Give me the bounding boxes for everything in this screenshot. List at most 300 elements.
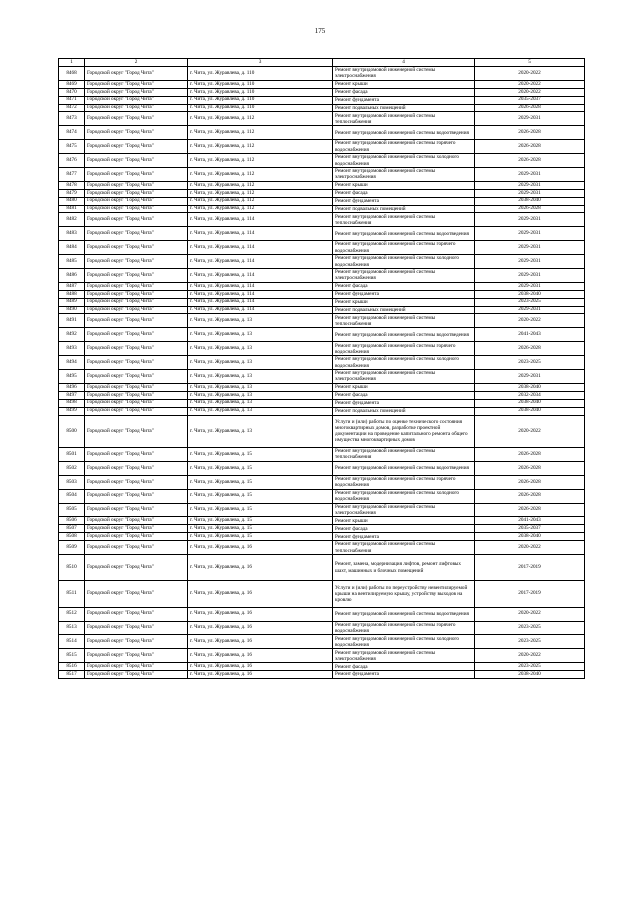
row-number: 8475 (59, 140, 85, 154)
municipality-cell: Городской округ "Город Чита" (85, 607, 188, 621)
table-row (59, 525, 585, 533)
row-number: 8509 (59, 541, 85, 555)
address-cell: г. Чита, ул. Журавлева, д. 16 (188, 621, 333, 635)
address-cell: г. Чита, ул. Журавлева, д. 15 (188, 503, 333, 517)
address-cell: г. Чита, ул. Журавлева, д. 16 (188, 671, 333, 679)
municipality-cell: Городской округ "Город Чита" (85, 269, 188, 283)
row-number: 8516 (59, 663, 85, 671)
municipality-cell: Городской округ "Город Чита" (85, 533, 188, 541)
address-cell: г. Чита, ул. Журавлева, д. 15 (188, 448, 333, 462)
table-row (59, 213, 585, 227)
row-number: 8480 (59, 197, 85, 205)
period-cell: 2029-2031 (475, 189, 585, 197)
municipality-cell: Городской округ "Город Чита" (85, 461, 188, 475)
address-cell: г. Чита, ул. Журавлева, д. 13 (188, 342, 333, 356)
municipality-cell: Городской округ "Город Чита" (85, 104, 188, 112)
table-row (59, 314, 585, 328)
municipality-cell: Городской округ "Город Чита" (85, 140, 188, 154)
municipality-cell: Городской округ "Город Чита" (85, 112, 188, 126)
row-number: 8479 (59, 189, 85, 197)
municipality-cell: Городской округ "Город Чита" (85, 168, 188, 182)
column-number: 2 (85, 59, 188, 67)
row-number: 8504 (59, 489, 85, 503)
municipality-cell: Городской округ "Город Чита" (85, 126, 188, 140)
table-row (59, 399, 585, 407)
work-type-cell: Ремонт, замена, модернизация лифтов, ремонт лифтовых шахт, машинных и блочных помещений (333, 555, 475, 581)
row-number: 8513 (59, 621, 85, 635)
work-type-cell: Ремонт фасада (333, 391, 475, 399)
period-cell: 2020-2022 (475, 67, 585, 81)
table-row (59, 205, 585, 213)
address-cell: г. Чита, ул. Журавлева, д. 114 (188, 213, 333, 227)
work-type-cell: Ремонт внутридомовой инженерной системы водоотведения (333, 328, 475, 342)
municipality-cell: Городской округ "Город Чита" (85, 342, 188, 356)
column-number: 4 (333, 59, 475, 67)
table-row (59, 255, 585, 269)
address-cell: г. Чита, ул. Журавлева, д. 114 (188, 269, 333, 283)
work-type-cell: Ремонт внутридомовой инженерной системы водоотведения (333, 461, 475, 475)
period-cell: 2029-2031 (475, 255, 585, 269)
period-cell: 2029-2031 (475, 227, 585, 241)
address-cell: г. Чита, ул. Журавлева, д. 15 (188, 533, 333, 541)
table-row (59, 541, 585, 555)
table-row (59, 649, 585, 663)
row-number: 8514 (59, 635, 85, 649)
table-row (59, 96, 585, 104)
row-number: 8487 (59, 282, 85, 290)
period-cell: 2026-2028 (475, 154, 585, 168)
work-type-cell: Услуги и (или) работы по переустройству невентилируемой крыши на вентилируемую крышу, устройству выходов на кровлю (333, 581, 475, 607)
table-row (59, 415, 585, 448)
work-type-cell: Ремонт фасада (333, 88, 475, 96)
municipality-cell: Городской округ "Город Чита" (85, 370, 188, 384)
table-row (59, 581, 585, 607)
table-row (59, 489, 585, 503)
address-cell: г. Чита, ул. Журавлева, д. 112 (188, 205, 333, 213)
period-cell: 2038-2040 (475, 533, 585, 541)
address-cell: г. Чита, ул. Журавлева, д. 13 (188, 356, 333, 370)
municipality-cell: Городской округ "Город Чита" (85, 298, 188, 306)
table-row (59, 383, 585, 391)
address-cell: г. Чита, ул. Журавлева, д. 110 (188, 96, 333, 104)
table-body (59, 59, 585, 679)
municipality-cell: Городской округ "Город Чита" (85, 213, 188, 227)
address-cell: г. Чита, ул. Журавлева, д. 13 (188, 399, 333, 407)
address-cell: г. Чита, ул. Журавлева, д. 15 (188, 475, 333, 489)
row-number: 8499 (59, 407, 85, 415)
column-number: 5 (475, 59, 585, 67)
period-cell: 2029-2031 (475, 241, 585, 255)
period-cell: 2029-2031 (475, 213, 585, 227)
period-cell: 2026-2028 (475, 126, 585, 140)
row-number: 8494 (59, 356, 85, 370)
address-cell: г. Чита, ул. Журавлева, д. 13 (188, 407, 333, 415)
work-type-cell: Ремонт внутридомовой инженерной системы электроснабжения (333, 67, 475, 81)
period-cell: 2026-2028 (475, 461, 585, 475)
row-number: 8468 (59, 67, 85, 81)
row-number: 8506 (59, 517, 85, 525)
row-number: 8517 (59, 671, 85, 679)
table-row (59, 607, 585, 621)
row-number: 8470 (59, 88, 85, 96)
row-number: 8502 (59, 461, 85, 475)
table-row (59, 154, 585, 168)
municipality-cell: Городской округ "Город Чита" (85, 197, 188, 205)
work-type-cell: Ремонт фундамента (333, 197, 475, 205)
municipality-cell: Городской округ "Город Чита" (85, 555, 188, 581)
address-cell: г. Чита, ул. Журавлева, д. 110 (188, 104, 333, 112)
municipality-cell: Городской округ "Город Чита" (85, 314, 188, 328)
address-cell: г. Чита, ул. Журавлева, д. 15 (188, 461, 333, 475)
period-cell: 2029-2031 (475, 181, 585, 189)
period-cell: 2020-2022 (475, 80, 585, 88)
column-number: 3 (188, 59, 333, 67)
period-cell: 2026-2028 (475, 342, 585, 356)
period-cell: 2038-2040 (475, 383, 585, 391)
row-number: 8503 (59, 475, 85, 489)
address-cell: г. Чита, ул. Журавлева, д. 16 (188, 555, 333, 581)
address-cell: г. Чита, ул. Журавлева, д. 114 (188, 227, 333, 241)
table-row (59, 555, 585, 581)
address-cell: г. Чита, ул. Журавлева, д. 16 (188, 635, 333, 649)
table-row (59, 189, 585, 197)
work-type-cell: Ремонт фундамента (333, 671, 475, 679)
work-type-cell: Ремонт внутридомовой инженерной системы горячего водоснабжения (333, 342, 475, 356)
table-row (59, 140, 585, 154)
period-cell: 2038-2040 (475, 197, 585, 205)
period-cell: 2032-2034 (475, 391, 585, 399)
row-number: 8485 (59, 255, 85, 269)
municipality-cell: Городской округ "Город Чита" (85, 282, 188, 290)
municipality-cell: Городской округ "Город Чита" (85, 88, 188, 96)
table-row (59, 475, 585, 489)
row-number: 8471 (59, 96, 85, 104)
work-type-cell: Ремонт внутридомовой инженерной системы водоотведения (333, 227, 475, 241)
municipality-cell: Городской округ "Город Чита" (85, 356, 188, 370)
address-cell: г. Чита, ул. Журавлева, д. 112 (188, 168, 333, 182)
address-cell: г. Чита, ул. Журавлева, д. 114 (188, 306, 333, 314)
row-number: 8500 (59, 415, 85, 448)
work-type-cell: Ремонт подвальных помещений (333, 205, 475, 213)
work-type-cell: Ремонт внутридомовой инженерной системы водоотведения (333, 126, 475, 140)
table-row (59, 290, 585, 298)
work-type-cell: Ремонт внутридомовой инженерной системы холодного водоснабжения (333, 154, 475, 168)
municipality-cell: Городской округ "Город Чита" (85, 80, 188, 88)
period-cell: 2026-2028 (475, 503, 585, 517)
municipality-cell: Городской округ "Город Чита" (85, 383, 188, 391)
work-type-cell: Ремонт фундамента (333, 399, 475, 407)
address-cell: г. Чита, ул. Журавлева, д. 16 (188, 541, 333, 555)
period-cell: 2035-2037 (475, 525, 585, 533)
row-number: 8478 (59, 181, 85, 189)
work-type-cell: Ремонт внутридомовой инженерной системы теплоснабжения (333, 314, 475, 328)
municipality-cell: Городской округ "Город Чита" (85, 67, 188, 81)
period-cell: 2023-2025 (475, 298, 585, 306)
row-number: 8469 (59, 80, 85, 88)
row-number: 8474 (59, 126, 85, 140)
row-number: 8508 (59, 533, 85, 541)
row-number: 8477 (59, 168, 85, 182)
period-cell: 2038-2040 (475, 399, 585, 407)
table-row (59, 112, 585, 126)
municipality-cell: Городской округ "Город Чита" (85, 96, 188, 104)
period-cell: 2017-2019 (475, 555, 585, 581)
municipality-cell: Городской округ "Город Чита" (85, 503, 188, 517)
table-row (59, 356, 585, 370)
table-row (59, 328, 585, 342)
period-cell: 2020-2022 (475, 607, 585, 621)
work-type-cell: Ремонт внутридомовой инженерной системы электроснабжения (333, 269, 475, 283)
table-row (59, 503, 585, 517)
address-cell: г. Чита, ул. Журавлева, д. 15 (188, 489, 333, 503)
address-cell: г. Чита, ул. Журавлева, д. 13 (188, 370, 333, 384)
work-type-cell: Ремонт внутридомовой инженерной системы электроснабжения (333, 370, 475, 384)
table-row (59, 126, 585, 140)
table-row (59, 533, 585, 541)
address-cell: г. Чита, ул. Журавлева, д. 114 (188, 255, 333, 269)
address-cell: г. Чита, ул. Журавлева, д. 112 (188, 154, 333, 168)
work-type-cell: Ремонт крыши (333, 80, 475, 88)
period-cell: 2026-2028 (475, 448, 585, 462)
repair-schedule-table (58, 58, 585, 679)
work-type-cell: Ремонт внутридомовой инженерной системы горячего водоснабжения (333, 475, 475, 489)
work-type-cell: Ремонт фундамента (333, 290, 475, 298)
table-row (59, 517, 585, 525)
municipality-cell: Городской округ "Город Чита" (85, 154, 188, 168)
period-cell: 2026-2028 (475, 140, 585, 154)
municipality-cell: Городской округ "Город Чита" (85, 621, 188, 635)
municipality-cell: Городской округ "Город Чита" (85, 255, 188, 269)
row-number: 8511 (59, 581, 85, 607)
period-cell: 2026-2028 (475, 205, 585, 213)
municipality-cell: Городской округ "Город Чита" (85, 489, 188, 503)
row-number: 8493 (59, 342, 85, 356)
address-cell: г. Чита, ул. Журавлева, д. 112 (188, 189, 333, 197)
municipality-cell: Городской округ "Город Чита" (85, 290, 188, 298)
municipality-cell: Городской округ "Город Чита" (85, 649, 188, 663)
row-number: 8490 (59, 306, 85, 314)
column-number-row (59, 59, 585, 67)
work-type-cell: Ремонт внутридомовой инженерной системы теплоснабжения (333, 112, 475, 126)
row-number: 8473 (59, 112, 85, 126)
period-cell: 2029-2031 (475, 282, 585, 290)
work-type-cell: Ремонт фундамента (333, 96, 475, 104)
period-cell: 2023-2025 (475, 663, 585, 671)
work-type-cell: Ремонт внутридомовой инженерной системы водоотведения (333, 607, 475, 621)
row-number: 8507 (59, 525, 85, 533)
table-row (59, 663, 585, 671)
table-row (59, 181, 585, 189)
table-row (59, 269, 585, 283)
row-number: 8486 (59, 269, 85, 283)
period-cell: 2038-2040 (475, 290, 585, 298)
period-cell: 2026-2028 (475, 475, 585, 489)
period-cell: 2029-2031 (475, 269, 585, 283)
municipality-cell: Городской округ "Город Чита" (85, 635, 188, 649)
table-row (59, 104, 585, 112)
table-row (59, 67, 585, 81)
column-number: 1 (59, 59, 85, 67)
address-cell: г. Чита, ул. Журавлева, д. 114 (188, 282, 333, 290)
table-row (59, 391, 585, 399)
period-cell: 2020-2022 (475, 314, 585, 328)
period-cell: 2017-2019 (475, 581, 585, 607)
work-type-cell: Ремонт подвальных помещений (333, 104, 475, 112)
period-cell: 2029-2031 (475, 370, 585, 384)
municipality-cell: Городской округ "Город Чита" (85, 415, 188, 448)
row-number: 8492 (59, 328, 85, 342)
table-row (59, 342, 585, 356)
municipality-cell: Городской округ "Город Чита" (85, 205, 188, 213)
work-type-cell: Ремонт внутридомовой инженерной системы холодного водоснабжения (333, 635, 475, 649)
address-cell: г. Чита, ул. Журавлева, д. 16 (188, 663, 333, 671)
table-row (59, 407, 585, 415)
period-cell: 2023-2025 (475, 621, 585, 635)
row-number: 8515 (59, 649, 85, 663)
period-cell: 2026-2028 (475, 104, 585, 112)
period-cell: 2038-2040 (475, 407, 585, 415)
address-cell: г. Чита, ул. Журавлева, д. 15 (188, 517, 333, 525)
table-row (59, 168, 585, 182)
table-row (59, 461, 585, 475)
address-cell: г. Чита, ул. Журавлева, д. 110 (188, 88, 333, 96)
table-row (59, 671, 585, 679)
period-cell: 2041-2043 (475, 328, 585, 342)
row-number: 8481 (59, 205, 85, 213)
row-number: 8489 (59, 298, 85, 306)
work-type-cell: Ремонт внутридомовой инженерной системы электроснабжения (333, 503, 475, 517)
address-cell: г. Чита, ул. Журавлева, д. 114 (188, 241, 333, 255)
work-type-cell: Ремонт фундамента (333, 533, 475, 541)
row-number: 8484 (59, 241, 85, 255)
municipality-cell: Городской округ "Город Чита" (85, 241, 188, 255)
address-cell: г. Чита, ул. Журавлева, д. 112 (188, 140, 333, 154)
municipality-cell: Городской округ "Город Чита" (85, 399, 188, 407)
address-cell: г. Чита, ул. Журавлева, д. 13 (188, 328, 333, 342)
period-cell: 2029-2031 (475, 168, 585, 182)
row-number: 8495 (59, 370, 85, 384)
work-type-cell: Услуги и (или) работы по оценке технического состояния многоквартирных домов, разработке проектной документации на проведение капитального ремонта общего имущества многоквартирных домов (333, 415, 475, 448)
period-cell: 2020-2022 (475, 541, 585, 555)
table-row (59, 635, 585, 649)
row-number: 8510 (59, 555, 85, 581)
address-cell: г. Чита, ул. Журавлева, д. 110 (188, 80, 333, 88)
work-type-cell: Ремонт внутридомовой инженерной системы горячего водоснабжения (333, 621, 475, 635)
page-number: 175 (314, 27, 326, 35)
work-type-cell: Ремонт фасада (333, 189, 475, 197)
work-type-cell: Ремонт внутридомовой инженерной системы горячего водоснабжения (333, 241, 475, 255)
work-type-cell: Ремонт фасада (333, 282, 475, 290)
period-cell: 2023-2025 (475, 635, 585, 649)
address-cell: г. Чита, ул. Журавлева, д. 16 (188, 649, 333, 663)
work-type-cell: Ремонт подвальных помещений (333, 407, 475, 415)
work-type-cell: Ремонт крыши (333, 181, 475, 189)
address-cell: г. Чита, ул. Журавлева, д. 15 (188, 525, 333, 533)
period-cell: 2035-2037 (475, 96, 585, 104)
municipality-cell: Городской округ "Город Чита" (85, 475, 188, 489)
address-cell: г. Чита, ул. Журавлева, д. 114 (188, 290, 333, 298)
row-number: 8496 (59, 383, 85, 391)
work-type-cell: Ремонт внутридомовой инженерной системы теплоснабжения (333, 213, 475, 227)
row-number: 8483 (59, 227, 85, 241)
work-type-cell: Ремонт внутридомовой инженерной системы электроснабжения (333, 168, 475, 182)
row-number: 8476 (59, 154, 85, 168)
municipality-cell: Городской округ "Город Чита" (85, 671, 188, 679)
work-type-cell: Ремонт внутридомовой инженерной системы теплоснабжения (333, 448, 475, 462)
table-row (59, 197, 585, 205)
row-number: 8501 (59, 448, 85, 462)
work-type-cell: Ремонт внутридомовой инженерной системы холодного водоснабжения (333, 255, 475, 269)
period-cell: 2026-2028 (475, 489, 585, 503)
period-cell: 2020-2022 (475, 649, 585, 663)
municipality-cell: Городской округ "Город Чита" (85, 541, 188, 555)
table-row (59, 298, 585, 306)
work-type-cell: Ремонт крыши (333, 298, 475, 306)
row-number: 8512 (59, 607, 85, 621)
municipality-cell: Городской округ "Город Чита" (85, 525, 188, 533)
work-type-cell: Ремонт внутридомовой инженерной системы холодного водоснабжения (333, 356, 475, 370)
row-number: 8498 (59, 399, 85, 407)
period-cell: 2023-2025 (475, 356, 585, 370)
period-cell: 2038-2040 (475, 671, 585, 679)
work-type-cell: Ремонт фасада (333, 663, 475, 671)
table-row (59, 80, 585, 88)
work-type-cell: Ремонт крыши (333, 517, 475, 525)
table-row (59, 241, 585, 255)
municipality-cell: Городской округ "Город Чита" (85, 328, 188, 342)
table-row (59, 621, 585, 635)
work-type-cell: Ремонт крыши (333, 383, 475, 391)
work-type-cell: Ремонт подвальных помещений (333, 306, 475, 314)
table-row (59, 370, 585, 384)
municipality-cell: Городской округ "Город Чита" (85, 306, 188, 314)
period-cell: 2020-2022 (475, 88, 585, 96)
municipality-cell: Городской округ "Город Чита" (85, 581, 188, 607)
table-row (59, 227, 585, 241)
row-number: 8488 (59, 290, 85, 298)
row-number: 8482 (59, 213, 85, 227)
work-type-cell: Ремонт внутридомовой инженерной системы горячего водоснабжения (333, 140, 475, 154)
work-type-cell: Ремонт фасада (333, 525, 475, 533)
work-type-cell: Ремонт внутридомовой инженерной системы холодного водоснабжения (333, 489, 475, 503)
period-cell: 2020-2022 (475, 415, 585, 448)
address-cell: г. Чита, ул. Журавлева, д. 114 (188, 298, 333, 306)
work-type-cell: Ремонт внутридомовой инженерной системы электроснабжения (333, 649, 475, 663)
municipality-cell: Городской округ "Город Чита" (85, 407, 188, 415)
address-cell: г. Чита, ул. Журавлева, д. 13 (188, 391, 333, 399)
address-cell: г. Чита, ул. Журавлева, д. 13 (188, 383, 333, 391)
address-cell: г. Чита, ул. Журавлева, д. 13 (188, 314, 333, 328)
municipality-cell: Городской округ "Город Чита" (85, 189, 188, 197)
municipality-cell: Городской округ "Город Чита" (85, 448, 188, 462)
municipality-cell: Городской округ "Город Чита" (85, 181, 188, 189)
table-row (59, 306, 585, 314)
period-cell: 2041-2043 (475, 517, 585, 525)
address-cell: г. Чита, ул. Журавлева, д. 112 (188, 112, 333, 126)
period-cell: 2029-2031 (475, 112, 585, 126)
period-cell: 2029-2031 (475, 306, 585, 314)
municipality-cell: Городской округ "Город Чита" (85, 227, 188, 241)
work-type-cell: Ремонт внутридомовой инженерной системы теплоснабжения (333, 541, 475, 555)
row-number: 8491 (59, 314, 85, 328)
row-number: 8497 (59, 391, 85, 399)
address-cell: г. Чита, ул. Журавлева, д. 13 (188, 415, 333, 448)
table-row (59, 448, 585, 462)
table-row (59, 282, 585, 290)
municipality-cell: Городской округ "Город Чита" (85, 517, 188, 525)
address-cell: г. Чита, ул. Журавлева, д. 16 (188, 607, 333, 621)
address-cell: г. Чита, ул. Журавлева, д. 112 (188, 126, 333, 140)
